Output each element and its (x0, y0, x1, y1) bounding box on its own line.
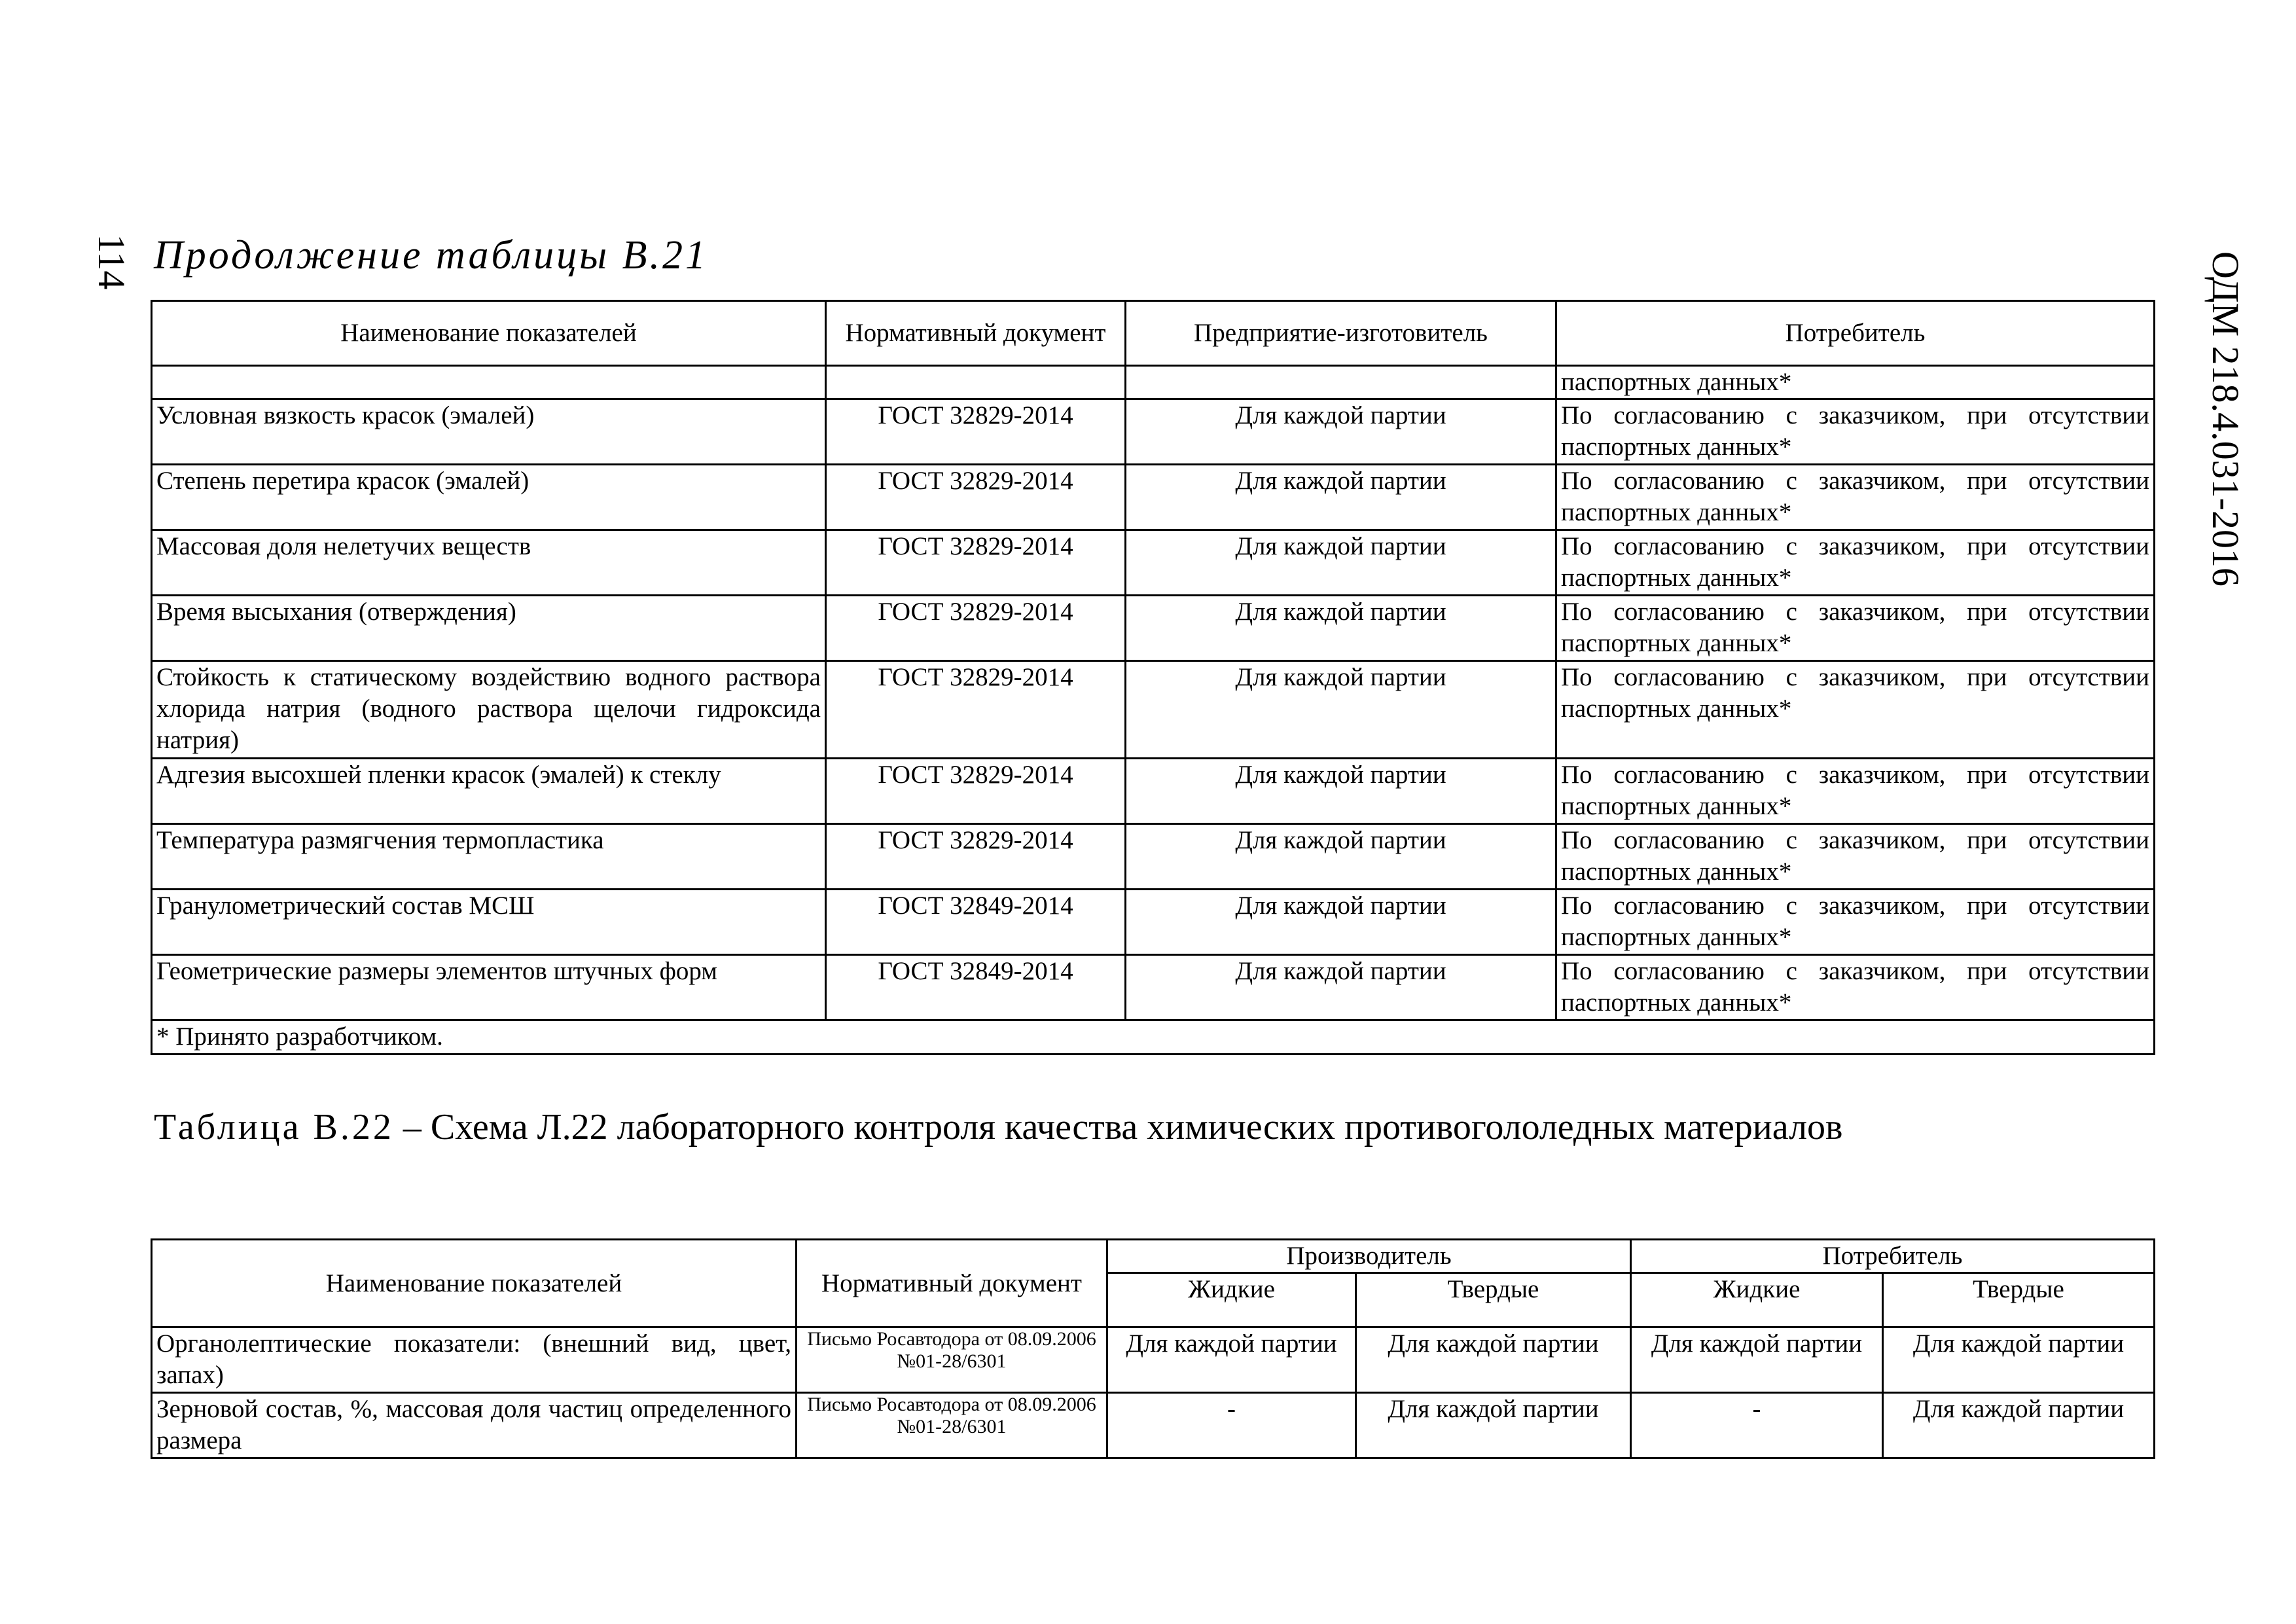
table-cell-manufacturer: Для каждой партии (1126, 890, 1556, 955)
table-cell-consumer-liquid: Для каждой партии (1631, 1327, 1883, 1393)
table-continuation-title: Продолжение таблицы В.21 (154, 233, 709, 278)
table-cell-name: Адгезия высохшей пленки красок (эмалей) к стеклу (152, 759, 826, 824)
table-header-row (152, 1240, 2155, 1273)
table-cell-name: Гранулометрический состав МСШ (152, 890, 826, 955)
table-row (152, 661, 2155, 759)
table-row (152, 955, 2155, 1020)
column-header-consumer-liquid: Жидкие (1631, 1273, 1883, 1327)
table-cell-name: Время высыхания (отверждения) (152, 596, 826, 661)
table-cell-name: Органолептические показатели: (внешний вид, цвет, запах) (152, 1327, 797, 1393)
column-header-producer-liquid: Жидкие (1107, 1273, 1356, 1327)
table-cell-consumer: По согласованию с заказчиком, при отсутствии паспортных данных* (1556, 530, 2155, 596)
table-cell-document: ГОСТ 32829-2014 (826, 661, 1126, 759)
table-cell-manufacturer: Для каждой партии (1126, 759, 1556, 824)
table-cell-consumer: По согласованию с заказчиком, при отсутствии паспортных данных* (1556, 955, 2155, 1020)
table-cell-name: Степень перетира красок (эмалей) (152, 465, 826, 530)
table-row (152, 890, 2155, 955)
table-cell-manufacturer: Для каждой партии (1126, 465, 1556, 530)
table-footnote: * Принято разработчиком. (152, 1020, 2155, 1055)
table-cell-document: ГОСТ 32829-2014 (826, 399, 1126, 465)
table-caption-text: – Схема Л.22 лабораторного контроля качества химических противогололедных материалов (393, 1107, 1843, 1147)
table-cell-manufacturer: Для каждой партии (1126, 824, 1556, 890)
table-cell-document: Письмо Росавтодора от 08.09.2006 №01-28/6301 (797, 1393, 1107, 1458)
page-number: 114 (90, 234, 133, 290)
column-header-consumer: Потребитель (1631, 1240, 2155, 1273)
table-cell-document: ГОСТ 32829-2014 (826, 465, 1126, 530)
table-cell-name: Геометрические размеры элементов штучных форм (152, 955, 826, 1020)
table-cell-document: ГОСТ 32829-2014 (826, 596, 1126, 661)
table-cell (152, 366, 826, 399)
table-cell-consumer: По согласованию с заказчиком, при отсутствии паспортных данных* (1556, 661, 2155, 759)
column-header-document: Нормативный документ (797, 1240, 1107, 1327)
column-header-name: Наименование показателей (152, 301, 826, 366)
table-cell-manufacturer: Для каждой партии (1126, 399, 1556, 465)
table-cell-manufacturer: Для каждой партии (1126, 661, 1556, 759)
table-cell-consumer: По согласованию с заказчиком, при отсутствии паспортных данных* (1556, 399, 2155, 465)
table-cell-producer-solid: Для каждой партии (1356, 1393, 1631, 1458)
table-cell-consumer-liquid: - (1631, 1393, 1883, 1458)
column-header-producer: Производитель (1107, 1240, 1631, 1273)
column-header-consumer: Потребитель (1556, 301, 2155, 366)
table-caption-label: Таблица В.22 (154, 1107, 394, 1147)
table-row (152, 759, 2155, 824)
table-row (152, 530, 2155, 596)
table-b22 (151, 1238, 2155, 1459)
table-cell-manufacturer: Для каждой партии (1126, 596, 1556, 661)
table-cell-consumer-solid: Для каждой партии (1883, 1393, 2155, 1458)
table-cell-producer-liquid: Для каждой партии (1107, 1327, 1356, 1393)
table-b21 (151, 300, 2155, 1055)
table-cell-name: Стойкость к статическому воздействию водного раствора хлорида натрия (водного раствора щелочи гидроксида натрия) (152, 661, 826, 759)
table-header-row (152, 301, 2155, 366)
table-cell-consumer: паспортных данных* (1556, 366, 2155, 399)
table-cell-document: ГОСТ 32849-2014 (826, 890, 1126, 955)
table-cell-name: Массовая доля нелетучих веществ (152, 530, 826, 596)
table-footnote-row (152, 1020, 2155, 1055)
table-row (152, 399, 2155, 465)
table-row (152, 1393, 2155, 1458)
table-cell-consumer: По согласованию с заказчиком, при отсутствии паспортных данных* (1556, 890, 2155, 955)
column-header-producer-solid: Твердые (1356, 1273, 1631, 1327)
table-cell-consumer: По согласованию с заказчиком, при отсутствии паспортных данных* (1556, 596, 2155, 661)
table-cell-producer-liquid: - (1107, 1393, 1356, 1458)
column-header-document: Нормативный документ (826, 301, 1126, 366)
table-cell-consumer: По согласованию с заказчиком, при отсутствии паспортных данных* (1556, 465, 2155, 530)
table-cell-document: ГОСТ 32849-2014 (826, 955, 1126, 1020)
table-row (152, 1327, 2155, 1393)
table-cell-name: Температура размягчения термопластика (152, 824, 826, 890)
table-row (152, 366, 2155, 399)
table-cell (826, 366, 1126, 399)
table-cell-document: ГОСТ 32829-2014 (826, 530, 1126, 596)
table-cell-manufacturer: Для каждой партии (1126, 955, 1556, 1020)
column-header-manufacturer: Предприятие-изготовитель (1126, 301, 1556, 366)
table-cell-producer-solid: Для каждой партии (1356, 1327, 1631, 1393)
table-row (152, 465, 2155, 530)
table-cell-name: Зерновой состав, %, массовая доля частиц определенного размера (152, 1393, 797, 1458)
table-cell-consumer: По согласованию с заказчиком, при отсутствии паспортных данных* (1556, 824, 2155, 890)
table-cell-document: Письмо Росавтодора от 08.09.2006 №01-28/6301 (797, 1327, 1107, 1393)
table-cell-document: ГОСТ 32829-2014 (826, 759, 1126, 824)
column-header-consumer-solid: Твердые (1883, 1273, 2155, 1327)
table-cell-name: Условная вязкость красок (эмалей) (152, 399, 826, 465)
table-cell-consumer: По согласованию с заказчиком, при отсутствии паспортных данных* (1556, 759, 2155, 824)
table-cell (1126, 366, 1556, 399)
column-header-name: Наименование показателей (152, 1240, 797, 1327)
table-cell-document: ГОСТ 32829-2014 (826, 824, 1126, 890)
table-cell-consumer-solid: Для каждой партии (1883, 1327, 2155, 1393)
table-row (152, 596, 2155, 661)
table-caption (154, 1106, 1843, 1148)
table-cell-manufacturer: Для каждой партии (1126, 530, 1556, 596)
table-row (152, 824, 2155, 890)
document-code: ОДМ 218.4.031-2016 (2204, 251, 2247, 586)
